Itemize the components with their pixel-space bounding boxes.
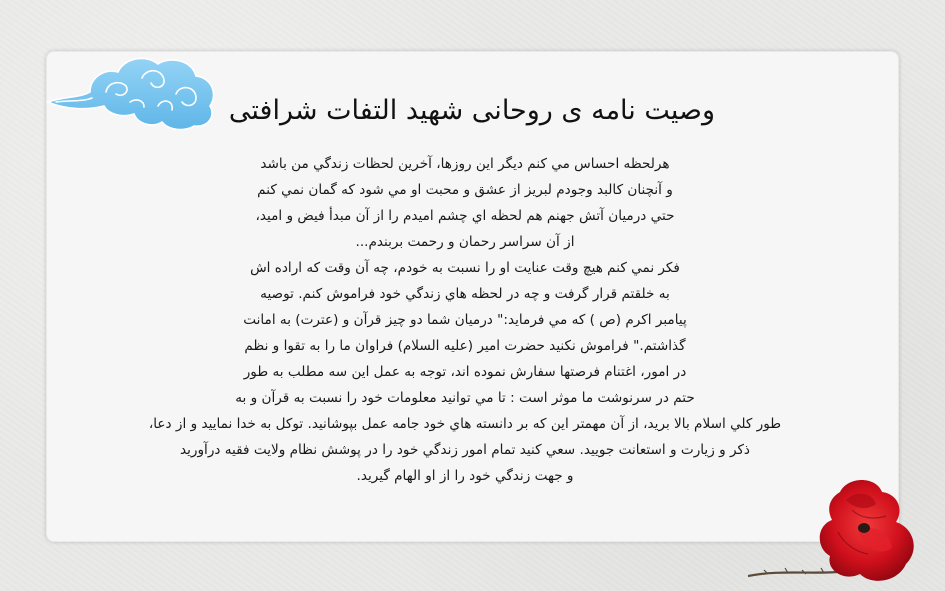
text-line: پيامبر اكرم (ص ) كه مي فرمايد:" درميان شما دو چيز قرآن و (عترت) به امانت <box>243 312 687 328</box>
text-line: و آنچنان كالبد وجودم لبريز از عشق و محبت او مي شود كه گمان نمي كنم <box>257 182 673 198</box>
text-line: حتم در سرنوشت ما موثر است : تا مي توانيد معلومات خود را نسبت به قرآن و به <box>235 390 695 406</box>
text-line: فكر نمي كنم هيچ وقت عنايت او را نسبت به خودم، چه آن وقت كه اراده اش <box>250 260 680 276</box>
text-line: حتي درميان آتش جهنم هم لحظه اي چشم اميدم را از آن مبدأ فيض و اميد، <box>255 208 675 224</box>
cloud-ornament-icon <box>46 52 218 132</box>
red-poppy-flower-icon <box>748 470 945 591</box>
text-line: ذكر و زيارت و استعانت جوييد. سعي كنيد تمام امور زندگي خود را در پوشش نظام ولايت فقيه درآوريد <box>180 442 750 458</box>
text-line: به خلقتم قرار گرفت و چه در لحظه هاي زندگي خود فراموش كنم. توصيه <box>260 286 670 302</box>
text-line: طور كلي اسلام بالا بريد، از آن مهمتر اين كه بر دانسته هاي خود جامه عمل بپوشانيد. توكل به خدا نماييد و از دعا، <box>148 416 782 432</box>
will-text <box>60 151 870 489</box>
text-line: از آن سراسر رحمان و رحمت بربندم... <box>355 234 575 250</box>
text-line: و جهت زندگي خود را از او الهام گيريد. <box>356 468 574 484</box>
text-line: هرلحظه احساس مي كنم ديگر اين روزها، آخرين لحظات زندگي من باشد <box>260 156 670 172</box>
page-title: وصیت نامه ی روحانی شهید التفات شرافتی <box>228 95 715 126</box>
text-line: گذاشتم." فراموش نكنيد حضرت امير (عليه السلام) فراوان ما را به تقوا و نظم <box>244 338 686 354</box>
text-line: در امور، اغتنام فرصتها سفارش نموده اند، توجه به عمل اين سه مطلب به طور <box>243 364 687 380</box>
